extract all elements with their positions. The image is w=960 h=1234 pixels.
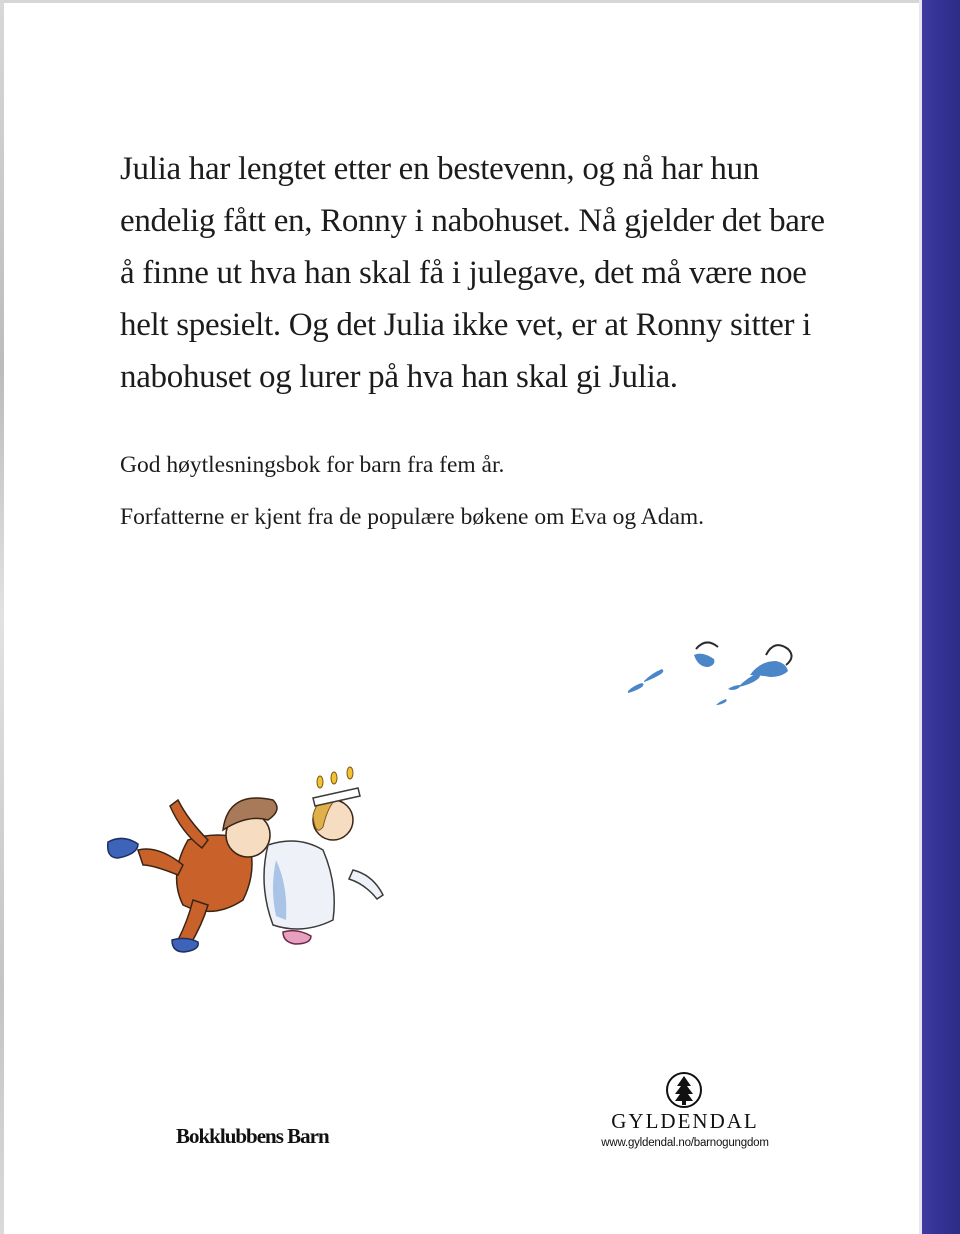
footprint <box>644 669 663 682</box>
blurb-text <box>120 143 840 403</box>
book-club-logo: Bokklubbens Barn <box>176 1124 329 1148</box>
footprints-illustration <box>620 625 820 725</box>
boy-shoe <box>108 838 138 858</box>
blurb-line: Julia har lengtet etter en bestevenn, og nå har hun <box>120 151 759 187</box>
children-illustration <box>98 760 398 970</box>
boy-leg <box>138 849 183 875</box>
page-left-edge <box>0 0 4 1234</box>
publisher-url: www.gyldendal.no/barnogungdom <box>601 1137 769 1149</box>
boy-shoe <box>172 938 198 952</box>
publisher-name: GYLDENDAL <box>611 1109 759 1133</box>
book-spine <box>922 0 960 1234</box>
girl-shoe <box>283 931 311 944</box>
recommendation-text: God høytlesningsbok for barn fra fem år. <box>120 452 505 478</box>
authors-note-text: Forfatterne er kjent fra de populære bøkene om Eva og Adam. <box>120 504 705 530</box>
footprint <box>694 654 714 667</box>
footprint <box>628 683 644 693</box>
footprint <box>738 673 760 687</box>
candle-flames <box>317 767 353 788</box>
footprint <box>716 699 727 705</box>
footprint <box>728 685 740 690</box>
blurb-line: å finne ut hva han skal få i julegave, det må være noe <box>120 255 807 291</box>
girl-arm <box>349 870 383 899</box>
blurb-line: nabohuset og lurer på hva han skal gi Julia. <box>120 359 678 395</box>
tree-icon <box>664 1070 704 1110</box>
blurb-line: endelig fått en, Ronny i nabohuset. Nå gjelder det bare <box>120 203 825 239</box>
page-top-edge <box>0 0 920 3</box>
blurb-line: helt spesielt. Og det Julia ikke vet, er at Ronny sitter i <box>120 307 812 343</box>
